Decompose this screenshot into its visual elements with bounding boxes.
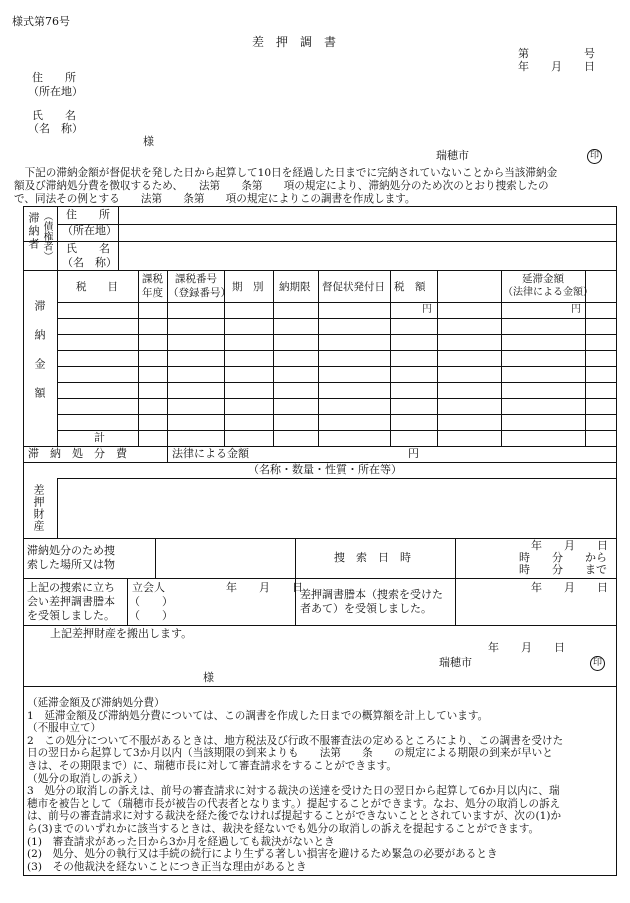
col-tax-year-1: 課税 <box>142 273 163 285</box>
search-place-label-2: 索した場所又は物 <box>27 558 115 571</box>
witness-right-1: 差押調書謄本（捜索を受けた <box>300 588 443 601</box>
note-line: 3 処分の取消しの訴えは、前号の審査請求に対する裁決の送達を受けた日の翌日から起算して6か月以内に、瑞 <box>27 785 560 798</box>
tax-amount-yen: 円 <box>422 304 432 315</box>
total-label: 計 <box>94 431 105 444</box>
note-line: （不服申立て） <box>27 722 102 735</box>
note-line: 1 延滞金額及び滞納処分費については、この調書を作成した日までの概算額を計上しています。 <box>27 709 489 722</box>
processing-fee-legal-label: 法律による金額 <box>172 447 249 460</box>
note-line: きは、その期限まで）に、瑞穂市長に対して審査請求をすることができます。 <box>27 759 397 772</box>
col-notice-date: 督促状発付日 <box>322 281 385 293</box>
addressee-honorific: 様 <box>143 135 154 148</box>
form-number: 様式第76号 <box>12 15 70 28</box>
note-line: (1) 審査請求があった日から3か月を経過しても裁決がないとき <box>27 835 335 848</box>
addressee-address-label: 住 所 <box>32 71 76 84</box>
note-line: 日の翌日から起算して3か月以内（当該期限の到来よりも 法第 条 の規定による期限の到来が早いと <box>27 747 553 760</box>
note-line: （処分の取消しの訴え） <box>27 772 144 785</box>
attendant-paren-2: （ ） <box>129 609 173 622</box>
witness-left-1: 上記の捜索に立ち <box>27 581 115 594</box>
col-tax-amount: 税 額 <box>394 281 426 293</box>
delinquent-label: 滞納者 <box>27 212 40 251</box>
note-line: は、前号の審査請求に対する裁決を経た後でなければ提起することができないこととされていますが、次の(1)か <box>27 810 562 823</box>
delinquent-name-label: 氏 名 <box>66 242 110 255</box>
intro-line-3: で、同法その例とする 法第 条第 項の規定によりこの調書を作成します。 <box>14 193 416 205</box>
col-tax-year-2: 年度 <box>142 287 163 299</box>
intro-text <box>14 167 557 206</box>
note-line: ら(3)までのいずれかに該当するときは、裁決を経ないでも処分の取消しの訴えを提起することができます。 <box>27 822 540 835</box>
notes <box>27 697 563 873</box>
issuer-name: 瑞穂市 <box>436 149 469 162</box>
document-number: 第 号 <box>518 47 595 60</box>
witness-date: 年 月 日 <box>226 581 303 594</box>
witness-left-2: 会い差押調書謄本 <box>27 595 115 608</box>
note-line: (3) その他裁決を経ないことにつき正当な理由があるとき <box>27 860 307 873</box>
col-tax-number-sub: （登録番号） <box>168 287 231 299</box>
delinquent-name-sub: （名 称） <box>62 256 117 269</box>
delinquent-address-sub: （所在地） <box>62 224 117 237</box>
addressee-name-label: 氏 名 <box>32 109 76 122</box>
late-fee-yen: 円 <box>571 304 581 315</box>
witness-left-3: を受領しました。 <box>27 609 115 622</box>
attendant-paren-1: （ ） <box>129 595 173 608</box>
intro-line-2: 額及び滞納処分費を徴収するため、 法第 条第 項の規定により、滞納処分のため次のとおり捜索したの <box>14 180 549 192</box>
col-period: 期 別 <box>232 281 264 293</box>
search-date: 年 月 日 <box>531 539 608 552</box>
processing-fee-label: 滞 納 処 分 費 <box>28 447 127 460</box>
addressee-name-sub: （名 称） <box>28 122 83 135</box>
col-late-fee: 延滞金額 <box>522 273 564 285</box>
delinquent-address-label: 住 所 <box>66 208 110 221</box>
col-tax-number: 課税番号 <box>175 273 217 285</box>
witness-right-2: 者あて）を受領しました。 <box>300 602 432 615</box>
col-due-date: 納期限 <box>279 281 311 293</box>
search-datetime-label: 捜 索 日 時 <box>334 551 411 564</box>
carry-out-seal-icon: 印 <box>590 656 605 671</box>
carry-out-text: 上記差押財産を搬出します。 <box>50 627 193 640</box>
search-place-label-1: 滞納処分のため捜 <box>27 544 115 557</box>
amount-side-label: 滞納金額 <box>33 300 46 416</box>
search-time-from: 時 分 から <box>519 551 607 564</box>
page-title: 差 押 調 書 <box>252 35 337 49</box>
delinquent-sub: （債権者） <box>41 211 52 261</box>
note-line: 2 この処分について不服があるときは、地方税法及び行政不服審査法の定めるところにより、この調書を受けた <box>27 734 564 747</box>
intro-line-1: 下記の滞納金額が督促状を発した日から起算して10日を経過した日までに完納されていないことから当該滞納金 <box>14 167 558 179</box>
carry-out-date: 年 月 日 <box>488 641 565 654</box>
property-label: 差押財産 <box>32 484 45 532</box>
seal-icon: 印 <box>587 149 602 164</box>
note-line: 穂市を被告として（瑞穂市長が被告の代表者となります。）提起することができます。なお、処分の取消しの訴え <box>27 797 561 810</box>
carry-out-honorific: 様 <box>203 671 214 684</box>
carry-out-issuer: 瑞穂市 <box>439 656 472 669</box>
attendant-label: 立会人 <box>132 581 165 594</box>
search-time-to: 時 分 まで <box>519 563 607 576</box>
col-tax-item: 税 目 <box>76 281 118 293</box>
note-line: （延滞金額及び滞納処分費） <box>27 697 165 709</box>
property-header: （名称・数量・性質・所在等） <box>248 463 402 476</box>
witness-right-date: 年 月 日 <box>531 581 608 594</box>
addressee-address-sub: （所在地） <box>28 85 83 98</box>
document-date: 年 月 日 <box>518 60 595 73</box>
processing-fee-yen: 円 <box>408 447 419 460</box>
note-line: (2) 処分、処分の執行又は手続の続行により生ずる著しい損害を避けるため緊急の必要があるとき <box>27 848 498 861</box>
col-late-fee-sub: （法律による金額） <box>503 287 593 298</box>
